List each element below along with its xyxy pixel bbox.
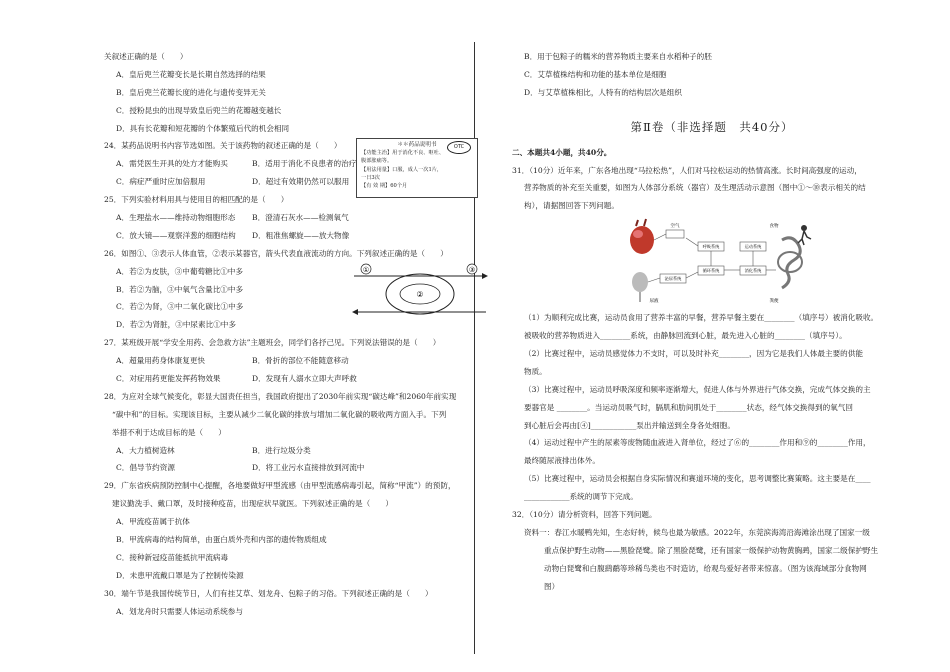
- q24-option-d: D．超过有效期仍然可以服用: [252, 177, 350, 187]
- q30-option-c: C．艾草植株结构和功能的基本单位是细胞: [524, 69, 667, 79]
- q24-option-c: C．病症严重时应加倍服用: [116, 177, 206, 187]
- left-column: [104, 48, 464, 621]
- column-divider: [474, 42, 475, 654]
- label-air: 空气: [670, 224, 680, 229]
- q31-sub-3b: 要器官是 ________。当运动员吸气时，膈肌和肋间肌处于________状态，经气体交换得到的氧气回: [524, 402, 853, 412]
- q31-line-1: 31．（10分）近年来，广东各地出现“马拉松热”，人们对马拉松运动的热情高涨。长时间高强度的运动，: [512, 165, 862, 175]
- label-motor: 运动系统: [744, 244, 762, 249]
- medicine-label-line: 【用法用量】口服，成人一次1片，: [361, 166, 443, 173]
- label-digestive: 消化系统: [744, 268, 762, 273]
- q31-sub-5b: ____________系统的调节下完成。: [524, 492, 638, 502]
- q25-option-b: B．澄清石灰水——检测氧气: [252, 213, 349, 223]
- q31-line-3: 构），请据图回答下列问题。: [524, 201, 619, 211]
- body-systems-diagram: [624, 218, 820, 306]
- q27-option-d: D．发现有人溺水立即大声呼救: [252, 374, 357, 384]
- heart-illustration: [630, 219, 654, 254]
- q28-line-2: “碳中和”的目标。实现该目标，主要从减少二氧化碳的排放与增加二氧化碳的吸收两方面入手。下列: [112, 409, 447, 419]
- section-heading: 二、本题共4小题，共40分。: [512, 147, 612, 157]
- q28-options-ab: [104, 442, 464, 460]
- vessel-label-1: ①: [362, 266, 370, 274]
- q24-option-b: B．适用于消化不良患者的治疗: [252, 159, 357, 169]
- medicine-label-line: 【功能主治】用于消化不良、呕吐、: [361, 150, 445, 157]
- q28-line-1: 28．为应对全球气候变化，彰显大国责任担当，我国政府提出了2030年前实现“碳达峰”和2060年前实现: [104, 391, 457, 401]
- q29-line-2: 建议勤洗手、戴口罩，及时接种疫苗，出现症状早就医。下列叙述正确的是（ ）: [112, 499, 393, 509]
- label-respiratory: 呼吸系统: [702, 244, 720, 249]
- q27-option-a: A．超量用药身体康复更快: [116, 356, 206, 366]
- q25-options-cd: [104, 227, 464, 245]
- q32-line-3: 重点保护野生动物——黑脸琵鹭。除了黑脸琵鹭，还有国家一级保护动物黄胸鹀，国家二级保护野生: [544, 545, 879, 555]
- q31-sub-2: （2）比赛过程中，运动员感觉体力不支时，可以及时补充________，因为它是我们人体最主要的供能: [524, 349, 863, 359]
- right-column: [512, 48, 912, 595]
- q32-line-2: 资料一：春江水暖鸭先知，生态好转，候鸟也最为敏感。2022年，东莞滨海湾沿海滩涂出现了国家一级: [524, 527, 870, 537]
- q24-option-a: A．需凭医生开具的处方才能购买: [116, 159, 228, 169]
- q32-line-5: 图）: [544, 581, 560, 591]
- person-icon: [798, 225, 811, 245]
- q23-option-b: B．皇后兜兰花瓣长度的进化与遗传变异无关: [116, 87, 266, 97]
- q23-option-d: D．具有长花瓣和短花瓣的个体繁殖后代的机会相同: [116, 123, 290, 133]
- otc-badge: OTC: [447, 141, 471, 154]
- q26-option-d: D．若②为肾脏，③中尿素比①中多: [116, 320, 236, 330]
- digestive-illustration: [778, 238, 802, 288]
- q31-line-2: 营养物质的补充至关重要，如图为人体部分系统（器官）及生理活动示意图（图中①～⑩表示相关的结: [524, 183, 866, 193]
- q31-sub-4: （4）运动过程中产生的尿素等废物随血液进入肾单位，经过了⑥的________作用和⑨的________作用，: [524, 438, 871, 448]
- medicine-label-figure: [356, 138, 478, 198]
- q31-sub-2b: 物质。: [524, 366, 547, 376]
- q28-option-c: C．倡导节约资源: [116, 463, 175, 473]
- q23-option-a: A．皇后兜兰花瓣变长是长期自然选择的结果: [116, 69, 266, 79]
- q28-options-cd: [104, 459, 464, 477]
- q23-option-c: C．授粉昆虫的出现导致皇后兜兰的花瓣越变越长: [116, 105, 282, 115]
- q29-line-1: 29．广东省疾病预防控制中心提醒，各地要做好甲型流感（由甲型流感病毒引起，简称“甲流”）的预防，: [104, 481, 456, 491]
- q32-line-4: 动物白琵鹭和白腹鹞鹬等珍稀鸟类也不时造访，给观鸟爱好者带来惊喜。（图为该海域部分食物网: [544, 563, 867, 573]
- q25-stem: 25．下列实验材料用具与使用目的相匹配的是（ ）: [104, 195, 289, 205]
- q31-sub-5: （5）比赛过程中，运动员会根据自身实际情况和赛道环境的变化，思考调整比赛策略。这主要是在____: [524, 474, 871, 484]
- label-feces: 粪便: [769, 299, 779, 304]
- medicine-label-line: 腹部胀痛等。: [361, 158, 393, 165]
- q25-options-ab: [104, 209, 464, 227]
- medicine-label-line: 【有 效 期】60个月: [361, 183, 408, 190]
- q26-option-b: B．若②为脑，③中氧气含量比①中多: [116, 284, 244, 294]
- label-urine: 尿液: [649, 299, 659, 304]
- q31-sub-4b: 最终随尿液排出体外。: [524, 456, 600, 466]
- vessel-label-3: ③: [468, 266, 476, 274]
- q25-option-a: A．生理盐水——维持动物细胞形态: [116, 213, 236, 223]
- section-title: 第Ⅱ卷（非选择题 共40分）: [630, 119, 794, 134]
- q30-stem: 30．端午节是我国传统节日，人们有挂艾草、划龙舟、包粽子的习俗。下列叙述正确的是（ ）: [104, 588, 433, 598]
- q27-options-cd: [104, 370, 464, 388]
- blood-flow-diagram: [350, 262, 490, 324]
- q31-sub-3: （3）比赛过程中，运动员呼吸深度和频率逐渐增大，促进人体与外界进行气体交换，完成气体交换的主: [524, 384, 871, 394]
- q26-stem: 26．如图①、③表示人体血管，②表示某器官，箭头代表血液流动的方向。下列叙述正确的是（ ）: [104, 248, 448, 258]
- medicine-label-line: 一日3次: [361, 174, 380, 181]
- kidney-illustration: [632, 272, 648, 302]
- q28-option-b: B．进行垃圾分类: [252, 445, 311, 455]
- q28-option-a: A．大力植树造林: [116, 445, 175, 455]
- q27-options-ab: [104, 352, 464, 370]
- q27-stem: 27．某班级开展“学安全用药、会急救方法”主题班会，同学们各抒己见。下列说法错误的是（ ）: [104, 338, 441, 348]
- q31-sub-1b: 被吸收的营养物质进入________系统，由静脉回流到心脏，最先进入心脏的________（填序号）。: [524, 331, 847, 341]
- lungs-box: [666, 230, 684, 238]
- q28-line-3: 举措不利于达成目标的是（ ）: [112, 427, 226, 437]
- q25-option-d: D．粗准焦螺旋——放大物像: [252, 230, 350, 240]
- q30-option-b: B．用于包粽子的糯米的营养物质主要来自水稻种子的胚: [524, 52, 712, 61]
- label-urinary: 泌尿系统: [664, 276, 682, 281]
- q24-stem: 24．某药品说明书内容节选如图。关于该药物的叙述正确的是（ ）: [104, 141, 342, 151]
- q30-option-a: A．划龙舟时只需要人体运动系统参与: [116, 606, 243, 616]
- q29-option-c: C．接种新冠疫苗能抵抗甲流病毒: [116, 552, 229, 562]
- q29-option-a: A．甲流疫苗属于抗体: [116, 517, 190, 527]
- q28-option-d: D．将工业污水直接排放到河流中: [252, 463, 365, 473]
- q29-option-d: D．未患甲流戴口罩是为了控制传染源: [116, 570, 244, 580]
- q32-line-1: 32．（10分）请分析资料，回答下列问题。: [512, 510, 657, 520]
- arrowhead-right: [482, 273, 488, 279]
- medicine-label-title: ＊＊药品说明书: [397, 142, 437, 148]
- q23-stem: 关叙述正确的是（ ）: [104, 52, 188, 61]
- q25-option-c: C．放大镜——观察洋葱的细胞结构: [116, 230, 236, 240]
- q27-option-c: C．对症用药更能发挥药物效果: [116, 374, 221, 384]
- q29-option-b: B．甲流病毒的结构简单，由蛋白质外壳和内部的遗传物质组成: [116, 535, 327, 545]
- label-food: 食物: [769, 224, 779, 229]
- q27-option-b: B．骨折的部位不能随意移动: [252, 356, 349, 366]
- q26-option-a: A．若②为皮肤，③中葡萄糖比①中多: [116, 266, 243, 276]
- organ-label-2: ②: [416, 290, 424, 299]
- q26-option-c: C．若②为肾，③中二氧化碳比①中多: [116, 302, 244, 312]
- q31-sub-3c: 到心脏后会再由[④]____________泵出并输送到全身各处细胞。: [524, 420, 735, 430]
- arrowhead-left: [352, 309, 358, 315]
- label-circulatory: 循环系统: [702, 268, 720, 273]
- q30-option-d: D．与艾草植株相比，人特有的结构层次是组织: [524, 87, 682, 97]
- q31-sub-1: （1）为顺利完成比赛，运动员食用了营养丰富的早餐，营养早餐主要在________（填序号）被消化吸收。: [524, 313, 879, 323]
